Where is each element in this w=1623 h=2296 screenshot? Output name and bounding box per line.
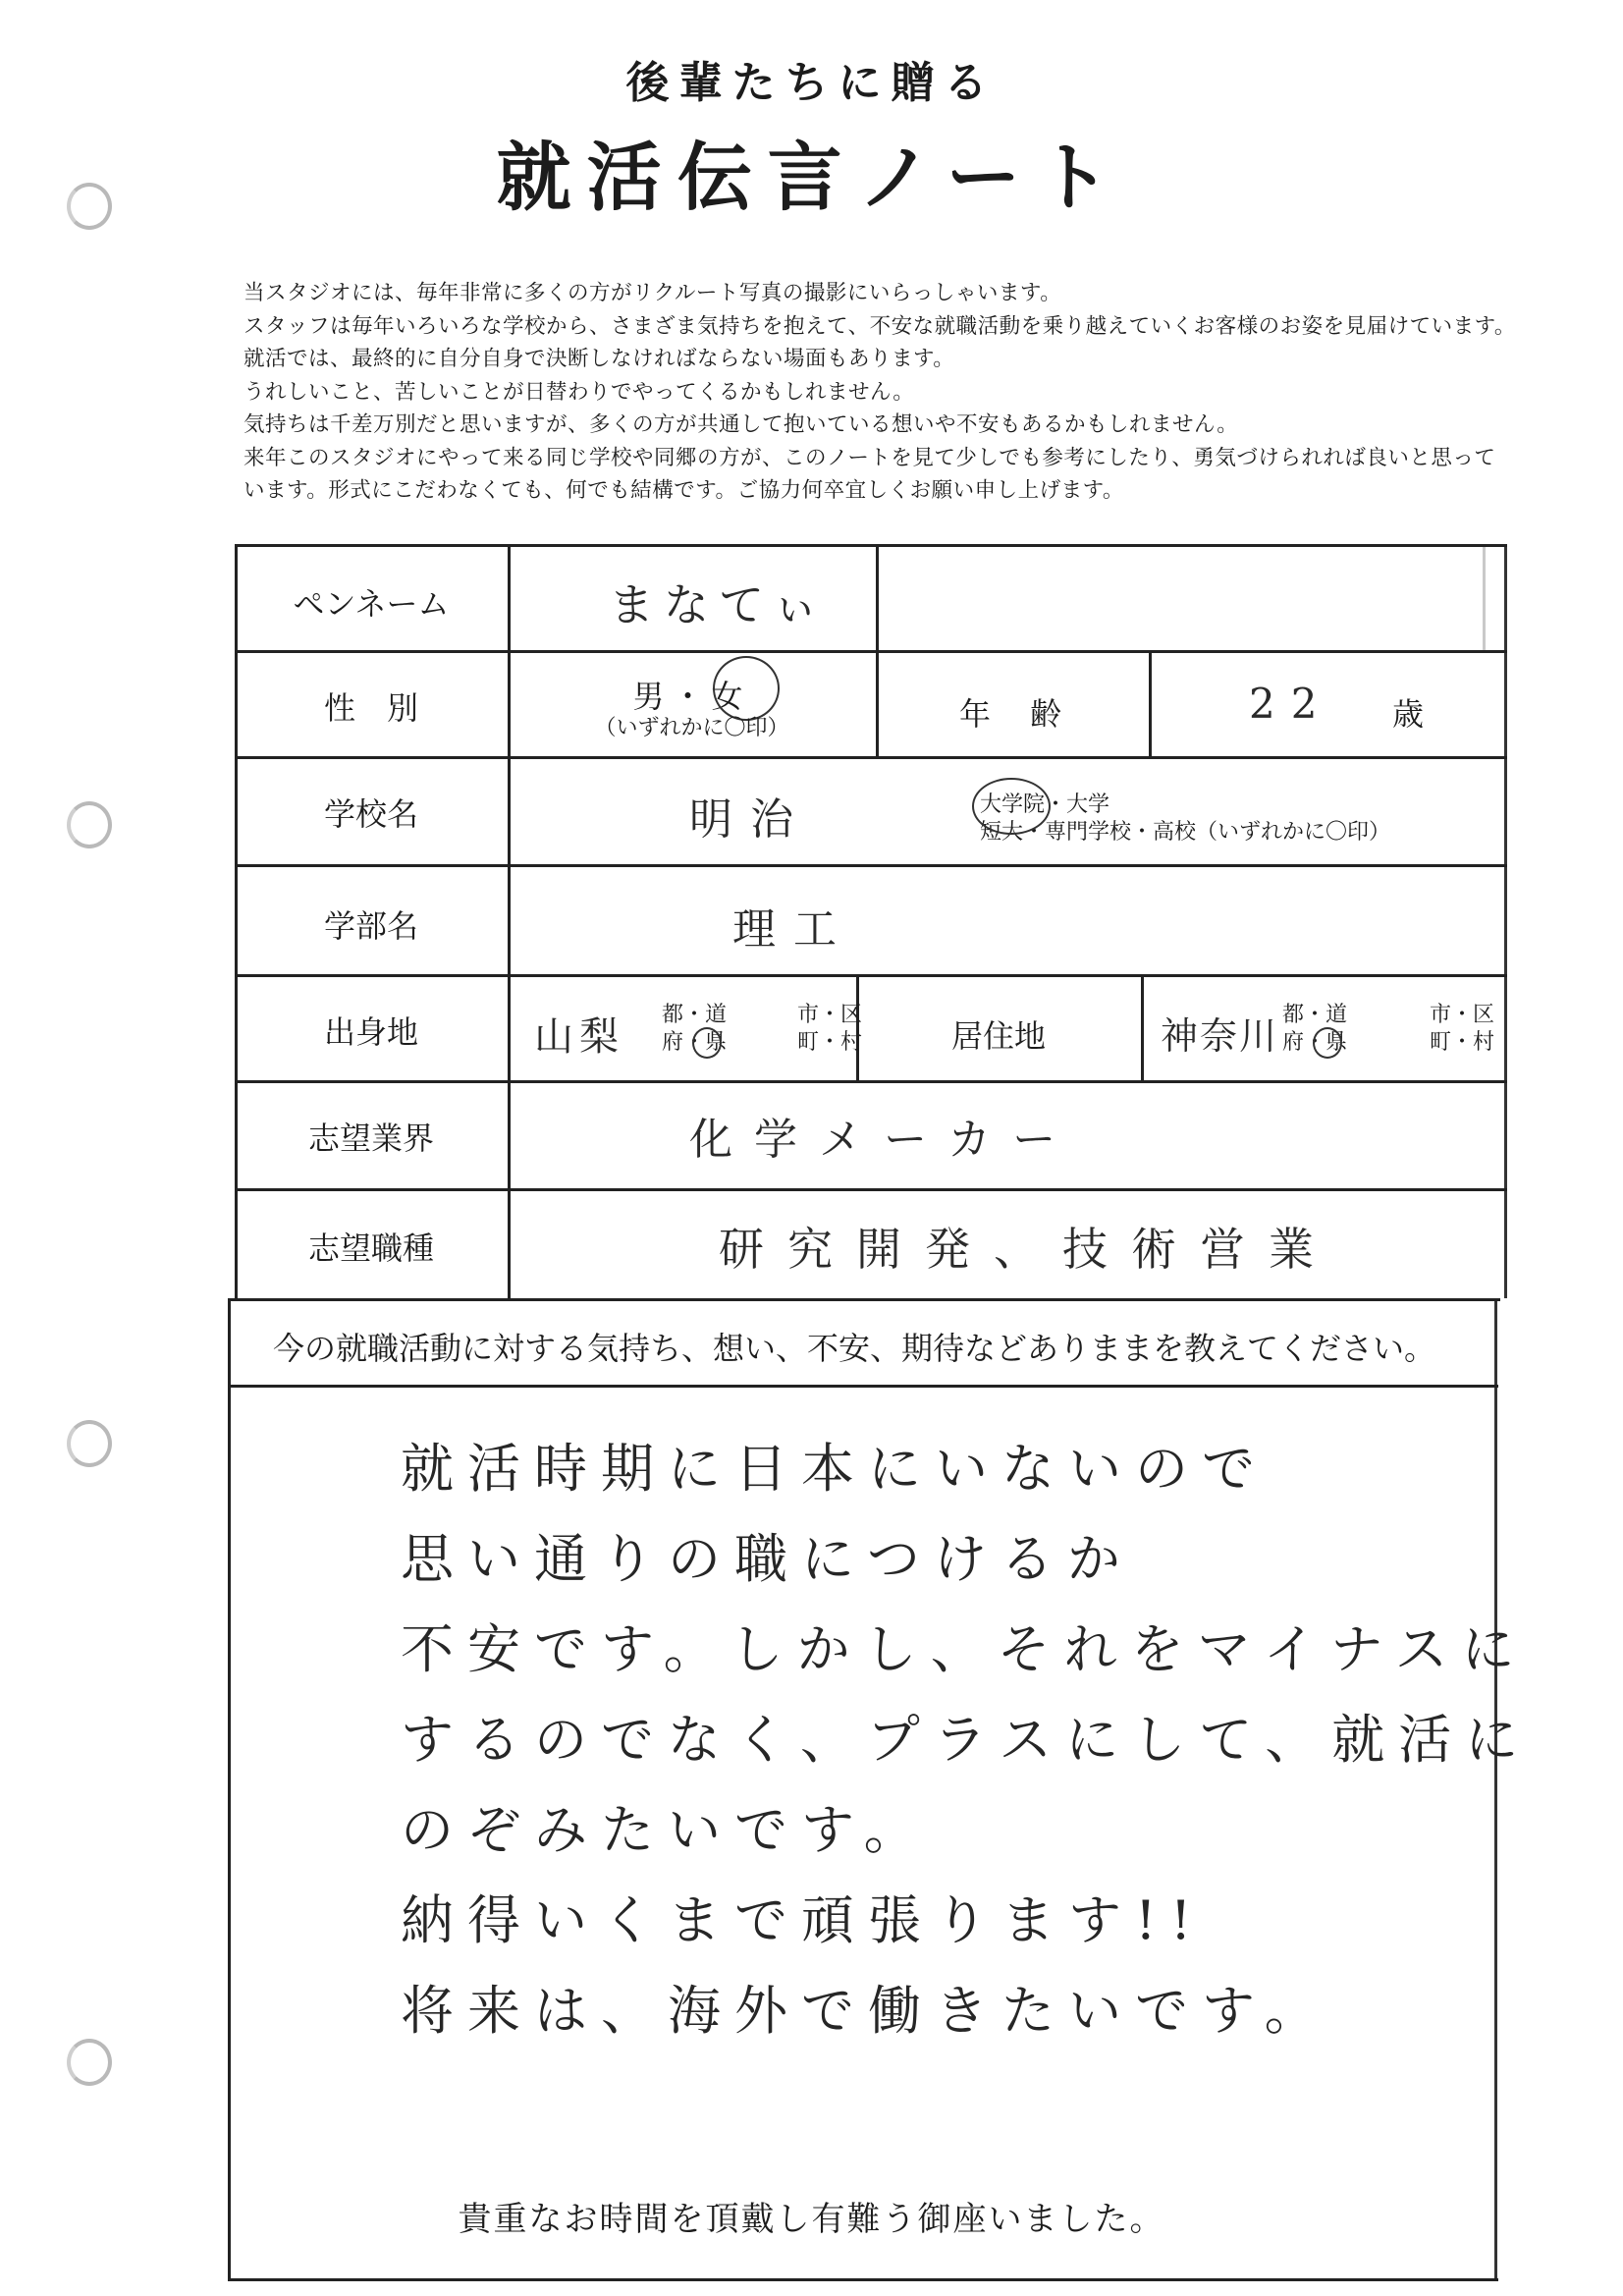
page-subtitle: 後輩たちに贈る [625,58,998,108]
hometown-city-suffix: 町・村 [797,1030,863,1055]
pen-name-value: まなてぃ [609,578,829,631]
table-divider [235,974,1507,977]
table-border [1504,544,1507,1298]
response-line: 思い通りの職につけるか [401,1528,1134,1590]
table-divider [1149,652,1152,756]
footer-thanks: 貴重なお時間を頂戴し有難う御座いました。 [458,2200,1165,2239]
pen-name-label: ペンネーム [293,585,450,623]
hometown-value: 山梨 [534,1014,624,1060]
age-unit: 歳 [1392,695,1425,733]
table-divider [1141,976,1144,1082]
residence-selected-circle [1313,1027,1342,1059]
table-border [228,2278,1498,2281]
table-divider [235,650,1507,653]
table-border [235,544,1507,547]
age-label: 年 齢 [958,695,1065,733]
school-selected-circle [972,778,1051,835]
table-divider [235,864,1507,867]
school-value: 明治 [689,794,811,845]
hometown-selected-circle [692,1027,722,1059]
residence-pref-suffix: 府・県 [1282,1030,1348,1055]
gender-selected-circle [713,656,780,721]
intro-line: 就活では、最終的に自分自身で決断しなければならない場面もあります。 [243,347,955,371]
table-divider [235,1188,1507,1191]
gender-label: 性 別 [323,689,418,727]
intro-text [243,277,1598,508]
free-response-text [401,1424,1532,2056]
job-label: 志望職種 [307,1230,434,1267]
table-divider [235,1080,1507,1083]
table-divider [235,756,1507,759]
job-value: 研究開発、技術営業 [719,1223,1337,1276]
intro-line: 来年このスタジオにやって来る同じ学校や同郷の方が、このノートを見て少しでも参考にしたり、勇気づけられれば良いと思って [243,445,1496,470]
faculty-value: 理工 [732,904,854,955]
residence-city-suffix: 町・村 [1430,1030,1495,1055]
table-border [228,1298,231,2280]
hometown-pref-suffix: 府・県 [662,1030,728,1055]
binder-hole [67,2039,112,2086]
gender-options: 男・女 [632,678,751,715]
industry-label: 志望業界 [307,1120,434,1157]
response-line: 不安です。しかし、それをマイナスに [401,1618,1529,1680]
intro-line: スタッフは毎年いろいろな学校から、さまざま気持ちを抱えて、不安な就職活動を乗り越えていくお客様のお姿を見届けています。 [243,313,1516,339]
hometown-city-suffix: 市・区 [797,1003,863,1027]
industry-value: 化学メーカー [689,1115,1078,1165]
school-type-line2: 短大・専門学校・高校（いずれかに〇印） [980,820,1391,845]
response-line: 就活時期に日本にいないので [401,1438,1269,1500]
response-line: するのでなく、プラスにして、就活に [401,1709,1533,1771]
residence-label: 居住地 [950,1017,1046,1055]
intro-line: 当スタジオには、毎年非常に多くの方がリクルート写真の撮影にいらっしゃいます。 [243,281,1062,305]
residence-value: 神奈川 [1161,1014,1279,1058]
hometown-label: 出身地 [323,1013,418,1051]
table-divider [228,1298,1500,1301]
response-line: のぞみたいです。 [401,1799,931,1861]
residence-pref-suffix: 都・道 [1282,1003,1348,1027]
free-response-prompt: 今の就職活動に対する気持ち、想い、不安、期待などありままを教えてください。 [273,1330,1436,1367]
table-divider [508,544,511,1300]
gender-note: （いずれかに〇印） [594,716,789,740]
school-type-line1: 大学院・大学 [980,793,1110,817]
residence-city-suffix: 市・区 [1430,1003,1495,1027]
age-value: 22 [1249,680,1333,728]
response-line: 将来は、海外で働きたいです。 [401,1980,1331,2042]
binder-hole [67,1420,112,1467]
school-label: 学校名 [323,795,418,833]
redaction-edge [1483,544,1486,652]
table-divider [228,1385,1498,1388]
intro-line: うれしいこと、苦しいことが日替わりでやってくるかもしれません。 [243,379,915,405]
hometown-pref-suffix: 都・道 [662,1003,728,1027]
faculty-label: 学部名 [323,907,418,945]
page-title: 就活伝言ノート [496,134,1127,221]
intro-line: 気持ちは千差万別だと思いますが、多くの方が共通して抱いている想いや不安もあるかもしれません。 [243,412,1239,437]
response-line: 納得いくまで頑張ります!! [401,1889,1206,1951]
intro-line: います。形式にこだわなくても、何でも結構です。ご協力何卒宜しくお願い申し上げます。 [243,478,1124,503]
binder-hole [67,801,112,848]
